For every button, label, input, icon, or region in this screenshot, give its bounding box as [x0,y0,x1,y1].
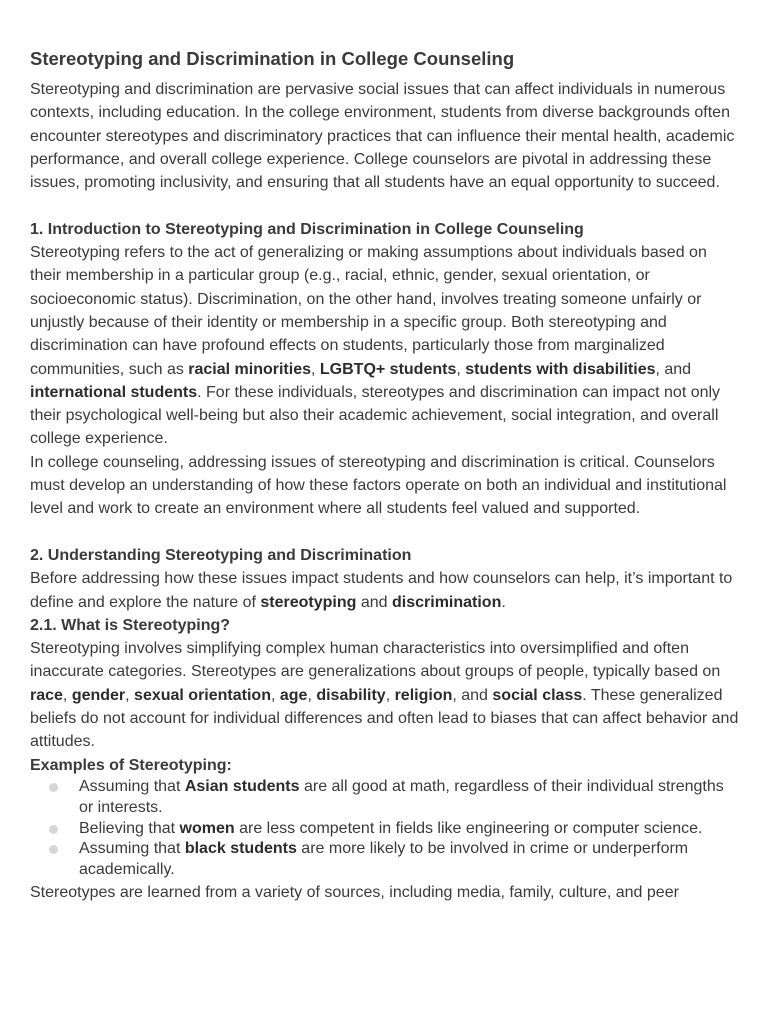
bold-term: social class [492,686,583,704]
bold-term: Asian students [184,777,300,795]
bold-term: students with disabilities [465,360,656,378]
list-item: Believing that women are less competent in fields like engineering or computer science. [30,819,742,840]
section-1-paragraph-2: In college counseling, addressing issues of stereotyping and discrimination is critical. Counselors must develop an understanding of how these factors operate on both an individual and institutional level and work to create an environment where all students feel valued and supported. [30,453,727,518]
bullet-icon [49,845,58,854]
bold-term: sexual orientation [134,686,271,704]
bold-term: age [279,686,308,704]
bold-term: women [179,819,235,837]
intro-paragraph: Stereotyping and discrimination are pervasive social issues that can affect individuals in numerous contexts, including education. In the college environment, students from diverse backgrounds often encounter stereotypes and discriminatory practices that can influence their mental health, academic performance, and overall college experience. College counselors are pivotal in addressing these issues, promoting inclusivity, and ensuring that all students have an equal opportunity to succeed. [30,81,735,192]
bold-term: LGBTQ+ students [319,360,457,378]
section-2-paragraph-2: Stereotyping involves simplifying complex human characteristics into oversimplified and often inaccurate categories. Stereotypes are generalizations about groups of people, typically based on race, gender, sexual orientation, age, disability, religion, and social class. These generalized beliefs do not account for individual differences and often lead to biases that can affect behavior and attitudes. [30,640,739,751]
bullet-icon [49,825,58,834]
examples-heading: Examples of Stereotyping: [30,756,232,774]
bold-term: gender [71,686,126,704]
tail-paragraph: Stereotypes are learned from a variety of sources, including media, family, culture, and peer [30,883,679,901]
spacer [30,521,742,544]
section-2-paragraph-1: Before addressing how these issues impact students and how counselors can help, it’s important to define and explore the nature of stereotyping and discrimination. [30,570,733,611]
bold-term: black students [184,840,297,858]
bold-term: stereotyping [260,593,357,611]
bold-term: disability [316,686,386,704]
bold-term: racial minorities [188,360,311,378]
section-1-paragraph-1: Stereotyping refers to the act of generalizing or making assumptions about individuals based on their membership in a particular group (e.g., racial, ethnic, gender, sexual orientation, or socioeconomic status). Discrimination, on the other hand, involves treating someone unfairly or unjustly because of their identity or membership in a specific group. Both stereotyping and discrimination can have profound effects on students, particularly those from marginalized communities, such as racial minorities, LGBTQ+ students, students with disabilities, and international students. For these individuals, stereotypes and discrimination can impact not only their psychological well-being but also their academic achievement, social integration, and overall college experience. [30,244,721,448]
bullet-icon [49,783,58,792]
section-1-heading: 1. Introduction to Stereotyping and Discrimination in College Counseling [30,220,584,238]
list-item: Assuming that black students are more likely to be involved in crime or underperform academically. [30,839,742,881]
bold-term: religion [394,686,453,704]
subsection-2-1-heading: 2.1. What is Stereotyping? [30,616,231,634]
section-2-heading: 2. Understanding Stereotyping and Discrimination [30,546,412,564]
list-item: Assuming that Asian students are all good at math, regardless of their individual strengths or interests. [30,777,742,819]
examples-list [30,777,742,881]
spacer [30,194,742,217]
bold-term: international students [30,383,198,401]
bold-term: race [30,686,63,704]
bold-term: discrimination [392,593,502,611]
document-title: Stereotyping and Discrimination in College Counseling [30,48,515,69]
